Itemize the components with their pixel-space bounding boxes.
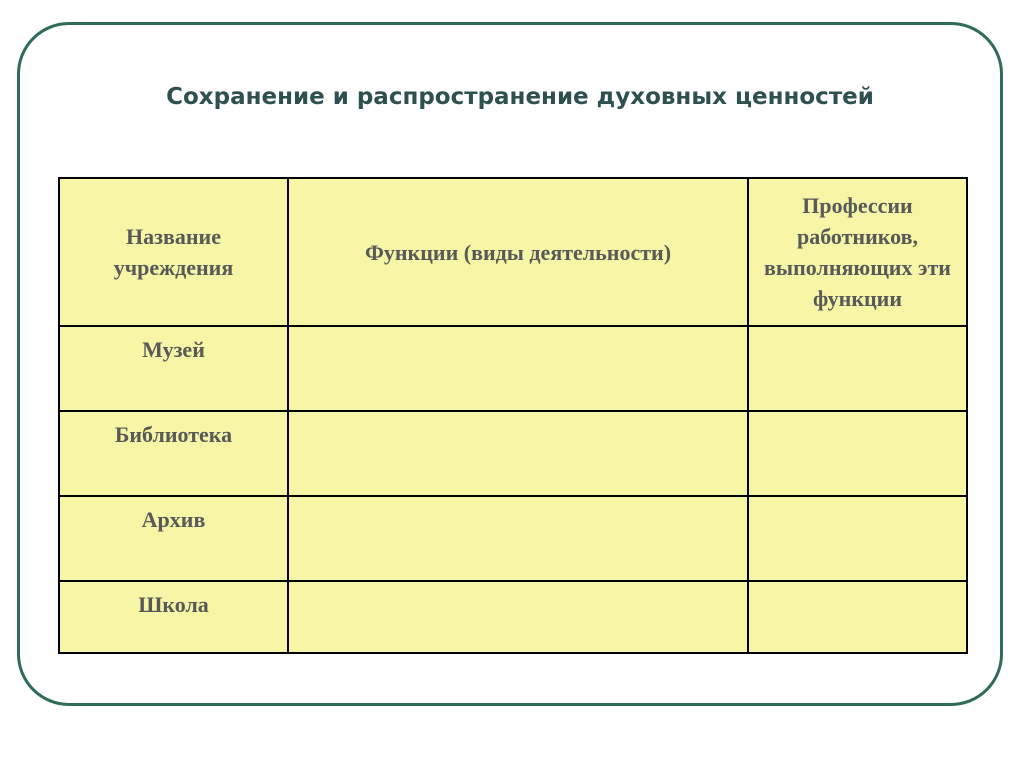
table-container <box>58 177 968 654</box>
institution-cell: Библиотека <box>59 411 288 496</box>
institutions-table <box>58 177 968 654</box>
institution-cell: Школа <box>59 581 288 653</box>
professions-cell[interactable] <box>748 326 967 411</box>
functions-cell[interactable] <box>288 496 748 581</box>
functions-cell[interactable] <box>288 581 748 653</box>
institution-cell: Музей <box>59 326 288 411</box>
header-functions: Функции (виды деятельности) <box>288 178 748 326</box>
table-row <box>59 326 967 411</box>
professions-cell[interactable] <box>748 496 967 581</box>
table-row <box>59 496 967 581</box>
header-professions: Профессии работников, выполняющих эти функции <box>748 178 967 326</box>
table-row <box>59 581 967 653</box>
functions-cell[interactable] <box>288 411 748 496</box>
professions-cell[interactable] <box>748 411 967 496</box>
institution-cell: Архив <box>59 496 288 581</box>
table-row <box>59 411 967 496</box>
professions-cell[interactable] <box>748 581 967 653</box>
functions-cell[interactable] <box>288 326 748 411</box>
table-header-row <box>59 178 967 326</box>
slide-title: Сохранение и распространение духовных ценностей <box>166 84 874 110</box>
header-institution-name: Название учреждения <box>59 178 288 326</box>
